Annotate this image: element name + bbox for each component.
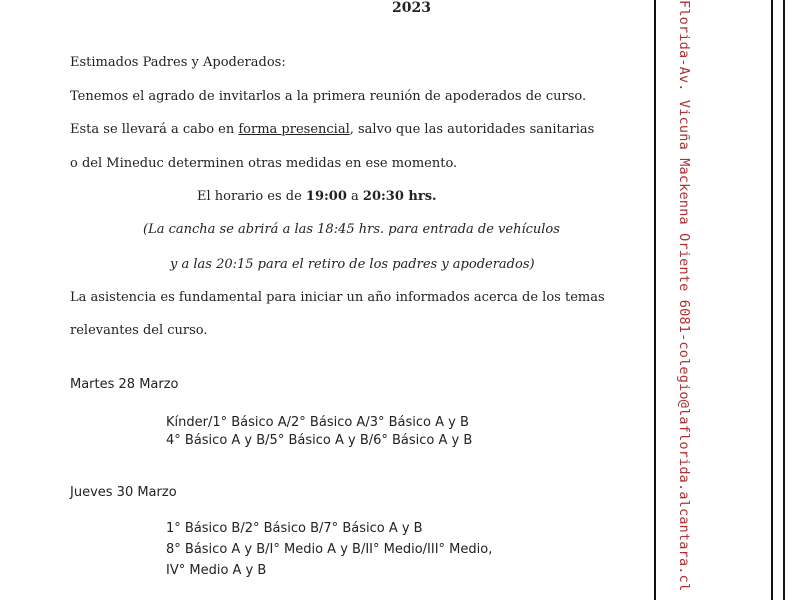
document-year: 2023 (392, 0, 431, 16)
note-line-1: (La cancha se abrirá a las 18:45 hrs. para entrada de vehículos (143, 222, 560, 237)
schedule-end: 20:30 hrs. (362, 189, 437, 204)
session-courses-line: 8° Básico A y B/I° Medio A y B/II° Medio/III° Medio, (166, 542, 493, 557)
session-courses-line: IV° Medio A y B (166, 563, 267, 578)
greeting: Estimados Padres y Apoderados: (70, 55, 286, 70)
meeting-mode-continuation: o del Mineduc determinen otras medidas en ese momento. (70, 156, 458, 171)
session-courses-line: Kínder/1° Básico A/2° Básico A/3° Básico A y B (166, 415, 469, 430)
note-line-2: y a las 20:15 para el retiro de los padres y apoderados) (170, 257, 535, 272)
session-day: Martes 28 Marzo (70, 377, 179, 392)
meeting-mode-text (70, 122, 594, 137)
schedule-prefix: El horario es de (197, 189, 306, 204)
margin-rule-right (783, 0, 785, 600)
schedule-mid: a (346, 189, 363, 204)
importance-line-2: relevantes del curso. (70, 323, 208, 338)
sidebar-contact-text: Florida-Av. Vicuña Mackenna Oriente 6081-colegio@laflorida.alcantara.cl (676, 0, 692, 592)
session-day: Jueves 30 Marzo (70, 485, 177, 500)
meeting-mode-prefix: Esta se llevará a cabo en (70, 122, 239, 137)
meeting-mode-suffix: , salvo que las autoridades sanitarias (349, 122, 595, 137)
session-courses-line: 1° Básico B/2° Básico B/7° Básico A y B (166, 521, 423, 536)
schedule-text (197, 189, 437, 204)
schedule-start: 19:00 (305, 189, 347, 204)
session-courses-line: 4° Básico A y B/5° Básico A y B/6° Básico A y B (166, 433, 473, 448)
margin-rule-left (654, 0, 656, 600)
margin-rule-middle (771, 0, 773, 600)
meeting-mode-emphasis: forma presencial (238, 122, 350, 137)
invitation-text: Tenemos el agrado de invitarlos a la primera reunión de apoderados de curso. (70, 89, 587, 104)
importance-line-1: La asistencia es fundamental para iniciar un año informados acerca de los temas (70, 290, 605, 305)
